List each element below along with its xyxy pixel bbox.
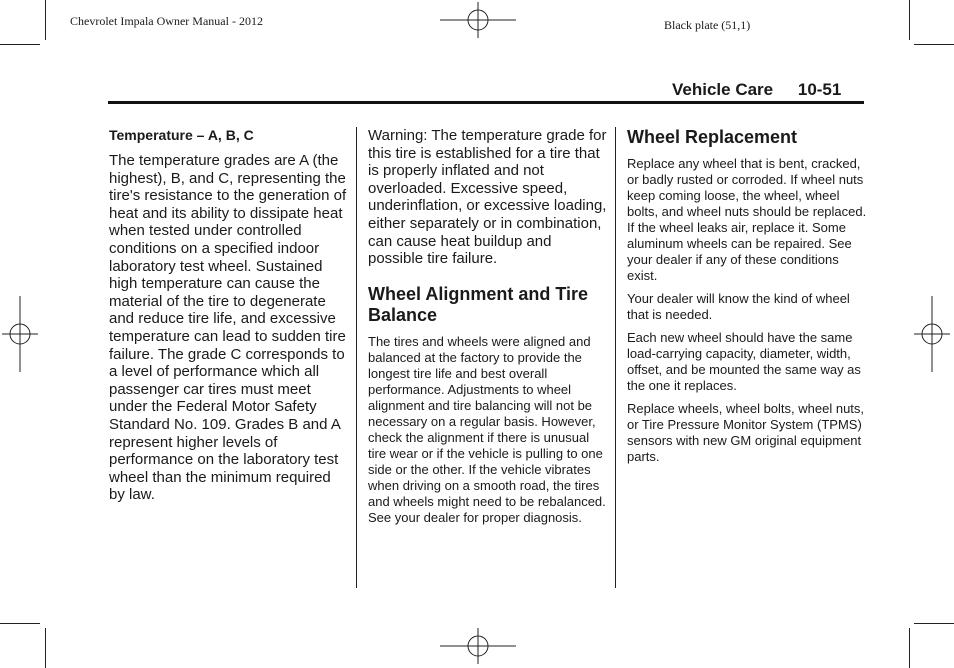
registration-mark-icon [440,628,516,664]
paragraph: The tires and wheels were aligned and balanced at the factory to provide the longest tire life and best overall performance. Adjustments to wheel alignment and tire balancing will not be necessary on a regular basis. However, check the alignment if there is unusual tire wear or if the vehicle is pulling to one side or the other. If the vehicle vibrates when driving on a smooth road, the tires and wheels might need to be rebalanced. See your dealer for proper diagnosis. [368,333,606,525]
paragraph: Your dealer will know the kind of wheel that is needed. [627,291,850,322]
paragraph: Each new wheel should have the same load-carrying capacity, diameter, width, offset, and be mounted the same way as the one it replaces. [627,330,861,393]
column-temperature [109,127,349,504]
paragraph: Replace wheels, wheel bolts, wheel nuts, or Tire Pressure Monitor System (TPMS) sensors with new GM original equipment parts. [627,401,865,464]
crop-mark [909,0,910,40]
registration-mark-icon [2,296,38,372]
crop-mark [45,0,46,40]
registration-mark-icon [914,296,950,372]
crop-mark [0,44,40,45]
paragraph: Replace any wheel that is bent, cracked, or badly rusted or corroded. If wheel nuts keep coming loose, the wheel, wheel bolts, and wheel nuts should be replaced. If the wheel leaks air, replace it. Some aluminum wheels can be repaired. See your dealer if any of these conditions exist. [627,156,867,283]
column-divider [615,127,616,588]
crop-mark [909,628,910,668]
crop-mark [0,623,40,624]
plate-label: Black plate (51,1) [664,18,751,32]
crop-mark [914,623,954,624]
crop-mark [45,628,46,668]
manual-title: Chevrolet Impala Owner Manual - 2012 [70,14,263,28]
subheading: Temperature – A, B, C [109,127,254,143]
registration-mark-icon [440,2,516,38]
column-alignment [368,127,608,526]
paragraph: The temperature grades are A (the highest), B, and C, representing the tire's resistance to the generation of heat and its ability to dissipate heat when tested under controlled conditions on a specified indoor laboratory test wheel. Sustained high temperature can cause the material of the tire to degenerate and reduce tire life, and excessive temperature can lead to sudden tire failure. The grade C corresponds to a level of performance which all passenger car tires must meet under the Federal Motor Safety Standard No. 109. Grades B and A represent higher levels of performance on the laboratory test wheel than the minimum required by law. [109,152,347,504]
warning-text: Warning: The temperature grade for this tire is established for a tire that is properly inflated and not overloaded. Excessive speed, underinflation, or excessive loading, either separately or in combination, can cause heat buildup and possible tire failure. [368,127,607,268]
column-divider [356,127,357,588]
running-header [672,80,862,100]
section-heading: Wheel Alignment and Tire Balance [368,283,589,325]
section-name: Vehicle Care [672,80,774,99]
column-wheel-replacement [627,127,867,465]
crop-mark [914,44,954,45]
section-heading: Wheel Replacement [627,127,798,147]
header-rule [108,101,864,104]
page-number: 10-51 [797,80,842,99]
